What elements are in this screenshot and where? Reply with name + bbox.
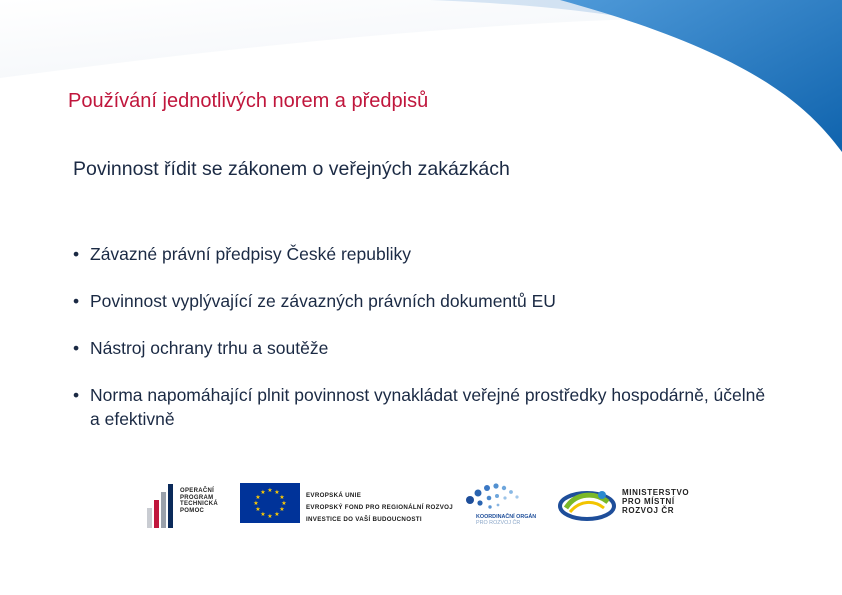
bullet-item bbox=[70, 242, 770, 266]
bullet-item bbox=[70, 289, 770, 313]
svg-text:★: ★ bbox=[274, 489, 280, 496]
footer-logos bbox=[0, 478, 842, 538]
mmr-line: MINISTERSTVO bbox=[622, 488, 690, 497]
svg-text:★: ★ bbox=[255, 494, 261, 501]
bullet-icon: • bbox=[73, 338, 80, 358]
svg-text:★: ★ bbox=[279, 506, 285, 513]
ko-logo bbox=[462, 480, 542, 528]
slide-subtitle: Povinnost řídit se zákonem o veřejných zakázkách bbox=[73, 158, 510, 180]
mmr-emblem-icon bbox=[558, 486, 616, 522]
header-swoosh bbox=[0, 0, 842, 160]
mmr-line: ROZVOJ ČR bbox=[622, 506, 675, 515]
bullet-text: Závazné právní předpisy České republiky bbox=[90, 244, 411, 264]
slide-title: Používání jednotlivých norem a předpisů bbox=[68, 90, 429, 112]
optp-line: POMOC bbox=[180, 507, 205, 514]
ko-dots-icon bbox=[462, 480, 532, 512]
svg-text:★: ★ bbox=[253, 500, 259, 507]
eu-line: INVESTICE DO VAŠÍ BUDOUCNOSTI bbox=[306, 516, 422, 523]
bullet-icon: • bbox=[73, 244, 80, 264]
mmr-text bbox=[622, 488, 689, 515]
bullet-text: Nástroj ochrany trhu a soutěže bbox=[90, 338, 329, 358]
eu-line: EVROPSKÁ UNIE bbox=[306, 492, 362, 499]
bullet-item bbox=[70, 383, 770, 431]
svg-text:★: ★ bbox=[267, 513, 273, 520]
eu-text bbox=[306, 490, 453, 526]
svg-text:★: ★ bbox=[267, 487, 273, 494]
svg-text:★: ★ bbox=[281, 500, 287, 507]
svg-text:★: ★ bbox=[279, 494, 285, 501]
svg-text:★: ★ bbox=[260, 511, 266, 518]
svg-text:★: ★ bbox=[274, 511, 280, 518]
mmr-line: PRO MÍSTNÍ bbox=[622, 497, 675, 506]
eu-flag-icon bbox=[240, 483, 300, 523]
svg-text:★: ★ bbox=[255, 506, 261, 513]
optp-line: PROGRAM bbox=[180, 494, 214, 501]
optp-line: OPERAČNÍ bbox=[180, 488, 215, 494]
bullet-list bbox=[70, 242, 770, 454]
bullet-icon: • bbox=[73, 385, 80, 405]
eu-line: EVROPSKÝ FOND PRO REGIONÁLNÍ ROZVOJ bbox=[306, 504, 453, 511]
optp-bars-icon bbox=[146, 482, 176, 528]
bullet-text: Norma napomáhající plnit povinnost vynakládat veřejné prostředky hospodárně, účelně a efektivně bbox=[90, 385, 766, 429]
bullet-text: Povinnost vyplývající ze závazných právních dokumentů EU bbox=[90, 291, 556, 311]
optp-line: TECHNICKÁ bbox=[180, 501, 219, 508]
ko-line: PRO ROZVOJ ČR bbox=[476, 520, 521, 526]
svg-text:★: ★ bbox=[260, 489, 266, 496]
ko-line: KOORDINAČNÍ ORGÁN bbox=[476, 514, 537, 520]
bullet-icon: • bbox=[73, 291, 80, 311]
optp-logo bbox=[146, 482, 226, 528]
bullet-item bbox=[70, 336, 770, 360]
